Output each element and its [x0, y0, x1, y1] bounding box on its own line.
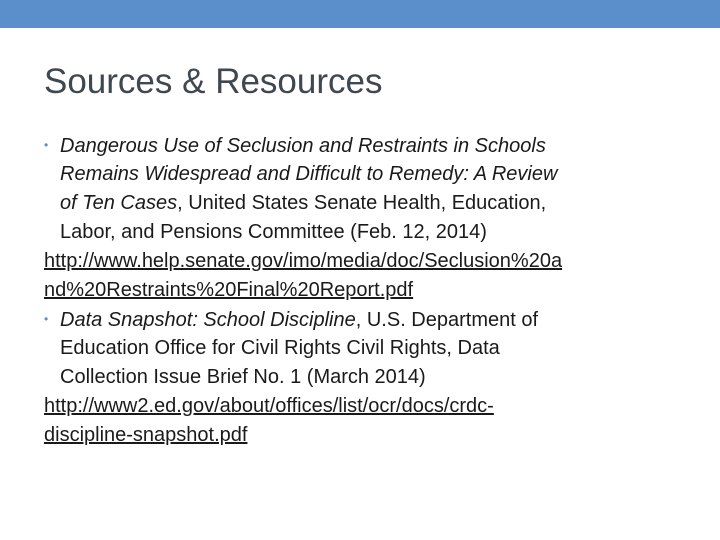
source-link[interactable]: discipline-snapshot.pdf — [44, 424, 248, 446]
source-publisher: Labor, and Pensions Committee (Feb. 12, 2014) — [60, 221, 487, 243]
source-title: Data Snapshot: School Discipline — [60, 309, 356, 331]
source-title: Dangerous Use of Seclusion and Restraints in Schools — [60, 135, 546, 157]
source-publisher: Collection Issue Brief No. 1 (March 2014) — [60, 366, 426, 388]
source-publisher: , United States Senate Health, Education, — [177, 192, 547, 214]
source-link[interactable]: http://www2.ed.gov/about/offices/list/ocr/docs/crdc- — [44, 395, 494, 417]
sources-list — [44, 131, 684, 450]
source-title: of Ten Cases — [60, 192, 178, 214]
bullet-icon: • — [44, 312, 49, 326]
bullet-icon: • — [44, 138, 49, 152]
source-title: Remains Widespread and Difficult to Remedy: A Review — [60, 163, 558, 185]
list-item — [44, 131, 684, 160]
source-publisher: Education Office for Civil Rights Civil Rights, Data — [60, 337, 500, 359]
source-publisher: , U.S. Department of — [355, 309, 539, 331]
source-link[interactable]: nd%20Restraints%20Final%20Report.pdf — [44, 279, 414, 301]
source-link[interactable]: http://www.help.senate.gov/imo/media/doc/Seclusion%20a — [44, 250, 563, 272]
list-item — [44, 305, 684, 334]
slide-title: Sources & Resources — [44, 62, 383, 101]
header-bar — [0, 0, 720, 28]
